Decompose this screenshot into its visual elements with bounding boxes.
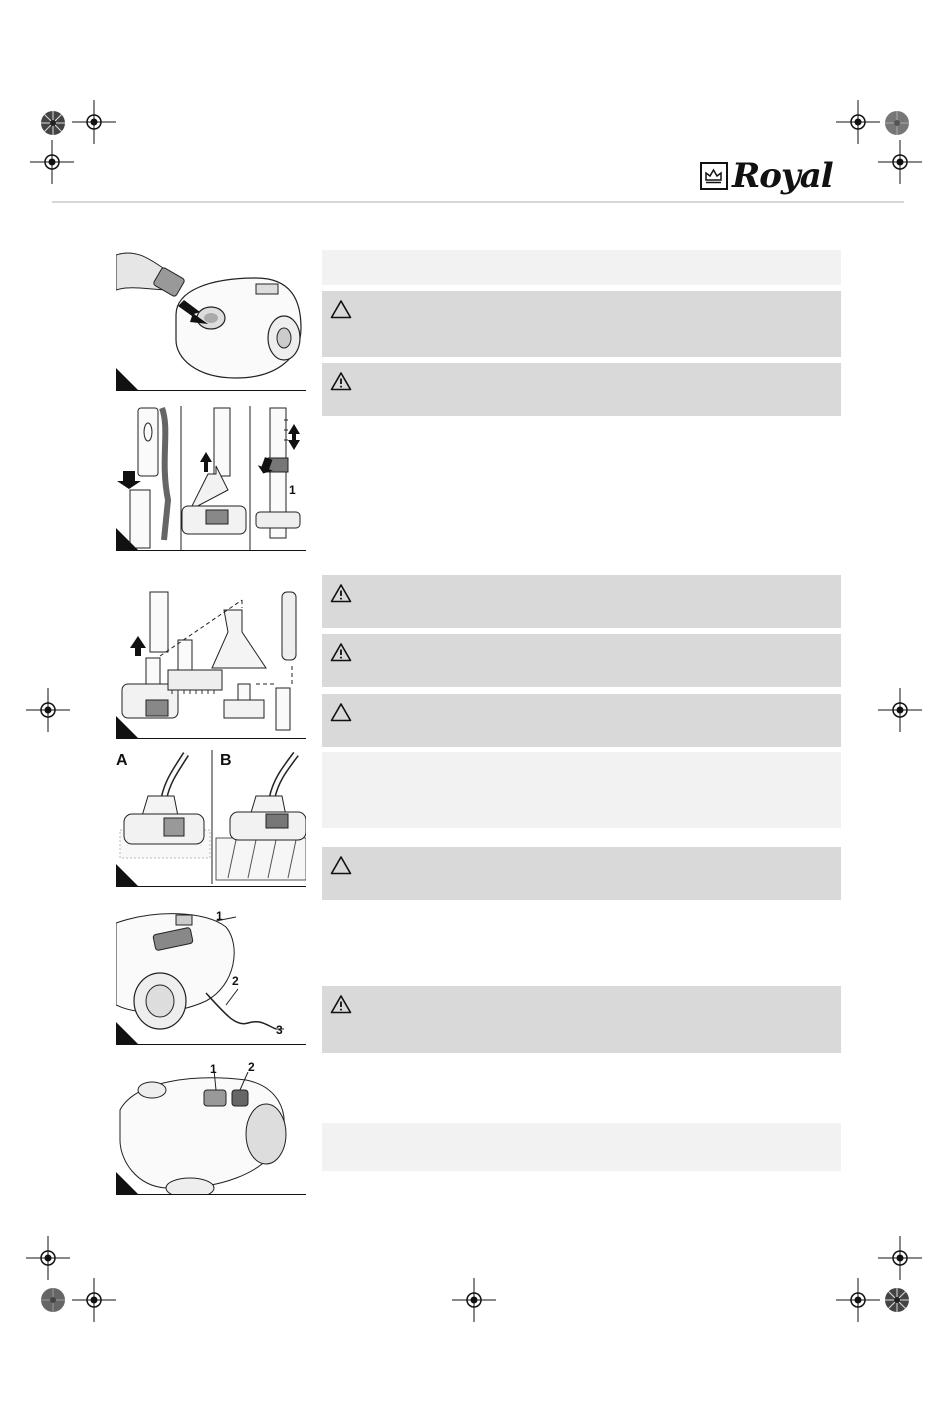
top-callout-1: 1	[210, 1062, 217, 1076]
registration-mark-icon	[836, 1278, 880, 1322]
info-box-3	[322, 1123, 841, 1171]
registration-mark-icon	[878, 140, 922, 184]
color-calibration-icon	[40, 1287, 66, 1313]
crown-icon	[700, 162, 728, 190]
color-calibration-icon	[40, 110, 66, 136]
warning-triangle-icon	[330, 642, 352, 662]
brand-logo	[700, 158, 833, 194]
figure-baseline	[116, 1044, 306, 1046]
registration-mark-icon	[878, 1236, 922, 1280]
figure-corner-marker	[116, 1172, 138, 1194]
warning-triangle-icon	[330, 583, 352, 603]
figure-label-a: A	[116, 752, 128, 769]
tube-callout: 1	[289, 483, 296, 497]
figure-corner-marker	[116, 864, 138, 886]
top-callout-2: 2	[248, 1060, 255, 1074]
cord-callout-1: 1	[216, 909, 223, 923]
info-box-2	[322, 752, 841, 828]
figure-baseline	[116, 886, 306, 888]
brand-name: Royal	[732, 156, 833, 196]
header-rule	[52, 201, 904, 203]
registration-mark-icon	[878, 688, 922, 732]
warning-triangle-icon	[330, 299, 352, 319]
figure-corner-marker	[116, 716, 138, 738]
figure-top-controls	[116, 1060, 306, 1195]
figure-label-b: B	[220, 752, 232, 769]
registration-mark-icon	[836, 100, 880, 144]
figure-nozzle-modes	[116, 750, 306, 887]
figure-corner-marker	[116, 1022, 138, 1044]
figure-tube-assembly	[116, 400, 306, 551]
warning-triangle-icon	[330, 994, 352, 1014]
warning-triangle-icon	[330, 702, 352, 722]
figure-baseline	[116, 390, 306, 392]
figure-attachments	[116, 588, 306, 739]
warning-box-3	[322, 634, 841, 687]
info-box-1	[322, 250, 841, 285]
registration-mark-icon	[72, 1278, 116, 1322]
figure-baseline	[116, 738, 306, 740]
caution-box-2	[322, 694, 841, 747]
caution-box-3	[322, 847, 841, 900]
figure-baseline	[116, 550, 306, 552]
figure-baseline	[116, 1194, 306, 1196]
figure-corner-marker	[116, 368, 138, 390]
registration-mark-icon	[26, 688, 70, 732]
warning-triangle-icon	[330, 855, 352, 875]
color-calibration-icon	[884, 110, 910, 136]
registration-mark-icon	[26, 1236, 70, 1280]
color-calibration-icon	[884, 1287, 910, 1313]
registration-mark-icon	[72, 100, 116, 144]
cord-callout-2: 2	[232, 974, 239, 988]
warning-box-1	[322, 363, 841, 416]
warning-box-4	[322, 986, 841, 1053]
warning-box-2	[322, 575, 841, 628]
caution-box-1	[322, 291, 841, 357]
figure-power-cord	[116, 905, 306, 1045]
registration-mark-icon	[30, 140, 74, 184]
figure-hose-insert	[116, 240, 306, 391]
warning-triangle-icon	[330, 371, 352, 391]
cord-callout-3: 3	[276, 1023, 283, 1037]
registration-mark-icon	[452, 1278, 496, 1322]
figure-corner-marker	[116, 528, 138, 550]
